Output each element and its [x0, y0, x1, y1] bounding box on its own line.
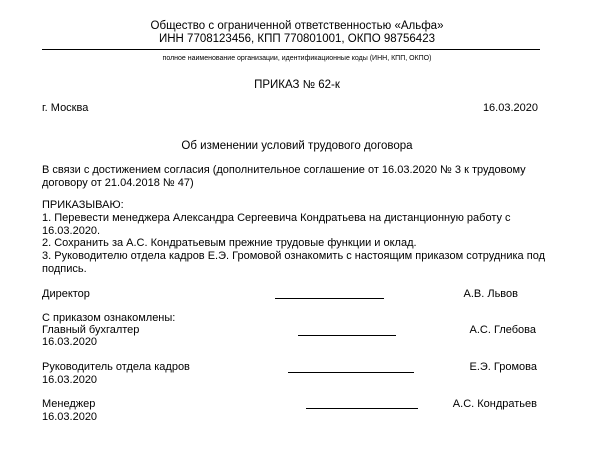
org-codes: ИНН 7708123456, КПП 770801001, ОКПО 98756423 [158, 33, 435, 45]
order-subject: Об изменении условий трудового договора [181, 140, 413, 152]
basis-line-2: договору от 21.04.2018 № 47) [42, 177, 194, 189]
hr-title: Руководитель отдела кадров [42, 361, 190, 373]
manager-signature-line [306, 408, 418, 409]
hr-date: 16.03.2020 [42, 374, 98, 386]
order-city: г. Москва [42, 102, 89, 114]
acquainted-heading: С приказом ознакомлены: [42, 312, 176, 324]
item-1-line-2: 16.03.2020. [42, 225, 101, 237]
accountant-title: Главный бухгалтер [42, 324, 140, 336]
accountant-name: А.С. Глебова [469, 324, 536, 336]
order-title: ПРИКАЗ № 62-к [254, 79, 340, 91]
director-title: Директор [42, 288, 90, 300]
header-caption: полное наименование организации, идентификационные коды (ИНН, КПП, ОКПО) [162, 55, 432, 62]
accountant-date: 16.03.2020 [42, 336, 98, 348]
item-3-line-2: подпись. [42, 263, 87, 275]
order-date: 16.03.2020 [482, 102, 538, 114]
manager-name: А.С. Кондратьев [452, 398, 537, 410]
accountant-signature-line [298, 335, 396, 336]
director-signature-line [275, 298, 384, 299]
order-word: ПРИКАЗЫВАЮ: [42, 199, 124, 211]
org-name: Общество с ограниченной ответственностью «Альфа» [150, 20, 444, 32]
hr-signature-line [288, 372, 414, 373]
manager-title: Менеджер [42, 398, 96, 410]
item-1-line-1: 1. Перевести менеджера Александра Сергеевича Кондратьева на дистанционную работу с [42, 212, 511, 224]
basis-line-1: В связи с достижением согласия (дополнительное соглашение от 16.03.2020 № 3 к трудовому [42, 164, 526, 176]
hr-name: Е.Э. Громова [469, 361, 537, 373]
item-2: 2. Сохранить за А.С. Кондратьевым прежние трудовые функции и оклад. [42, 237, 417, 249]
item-3-line-1: 3. Руководителю отдела кадров Е.Э. Громовой ознакомить с настоящим приказом сотрудника под [42, 250, 545, 262]
header-rule [42, 49, 540, 50]
manager-date: 16.03.2020 [42, 411, 98, 423]
director-name: А.В. Львов [463, 288, 518, 300]
